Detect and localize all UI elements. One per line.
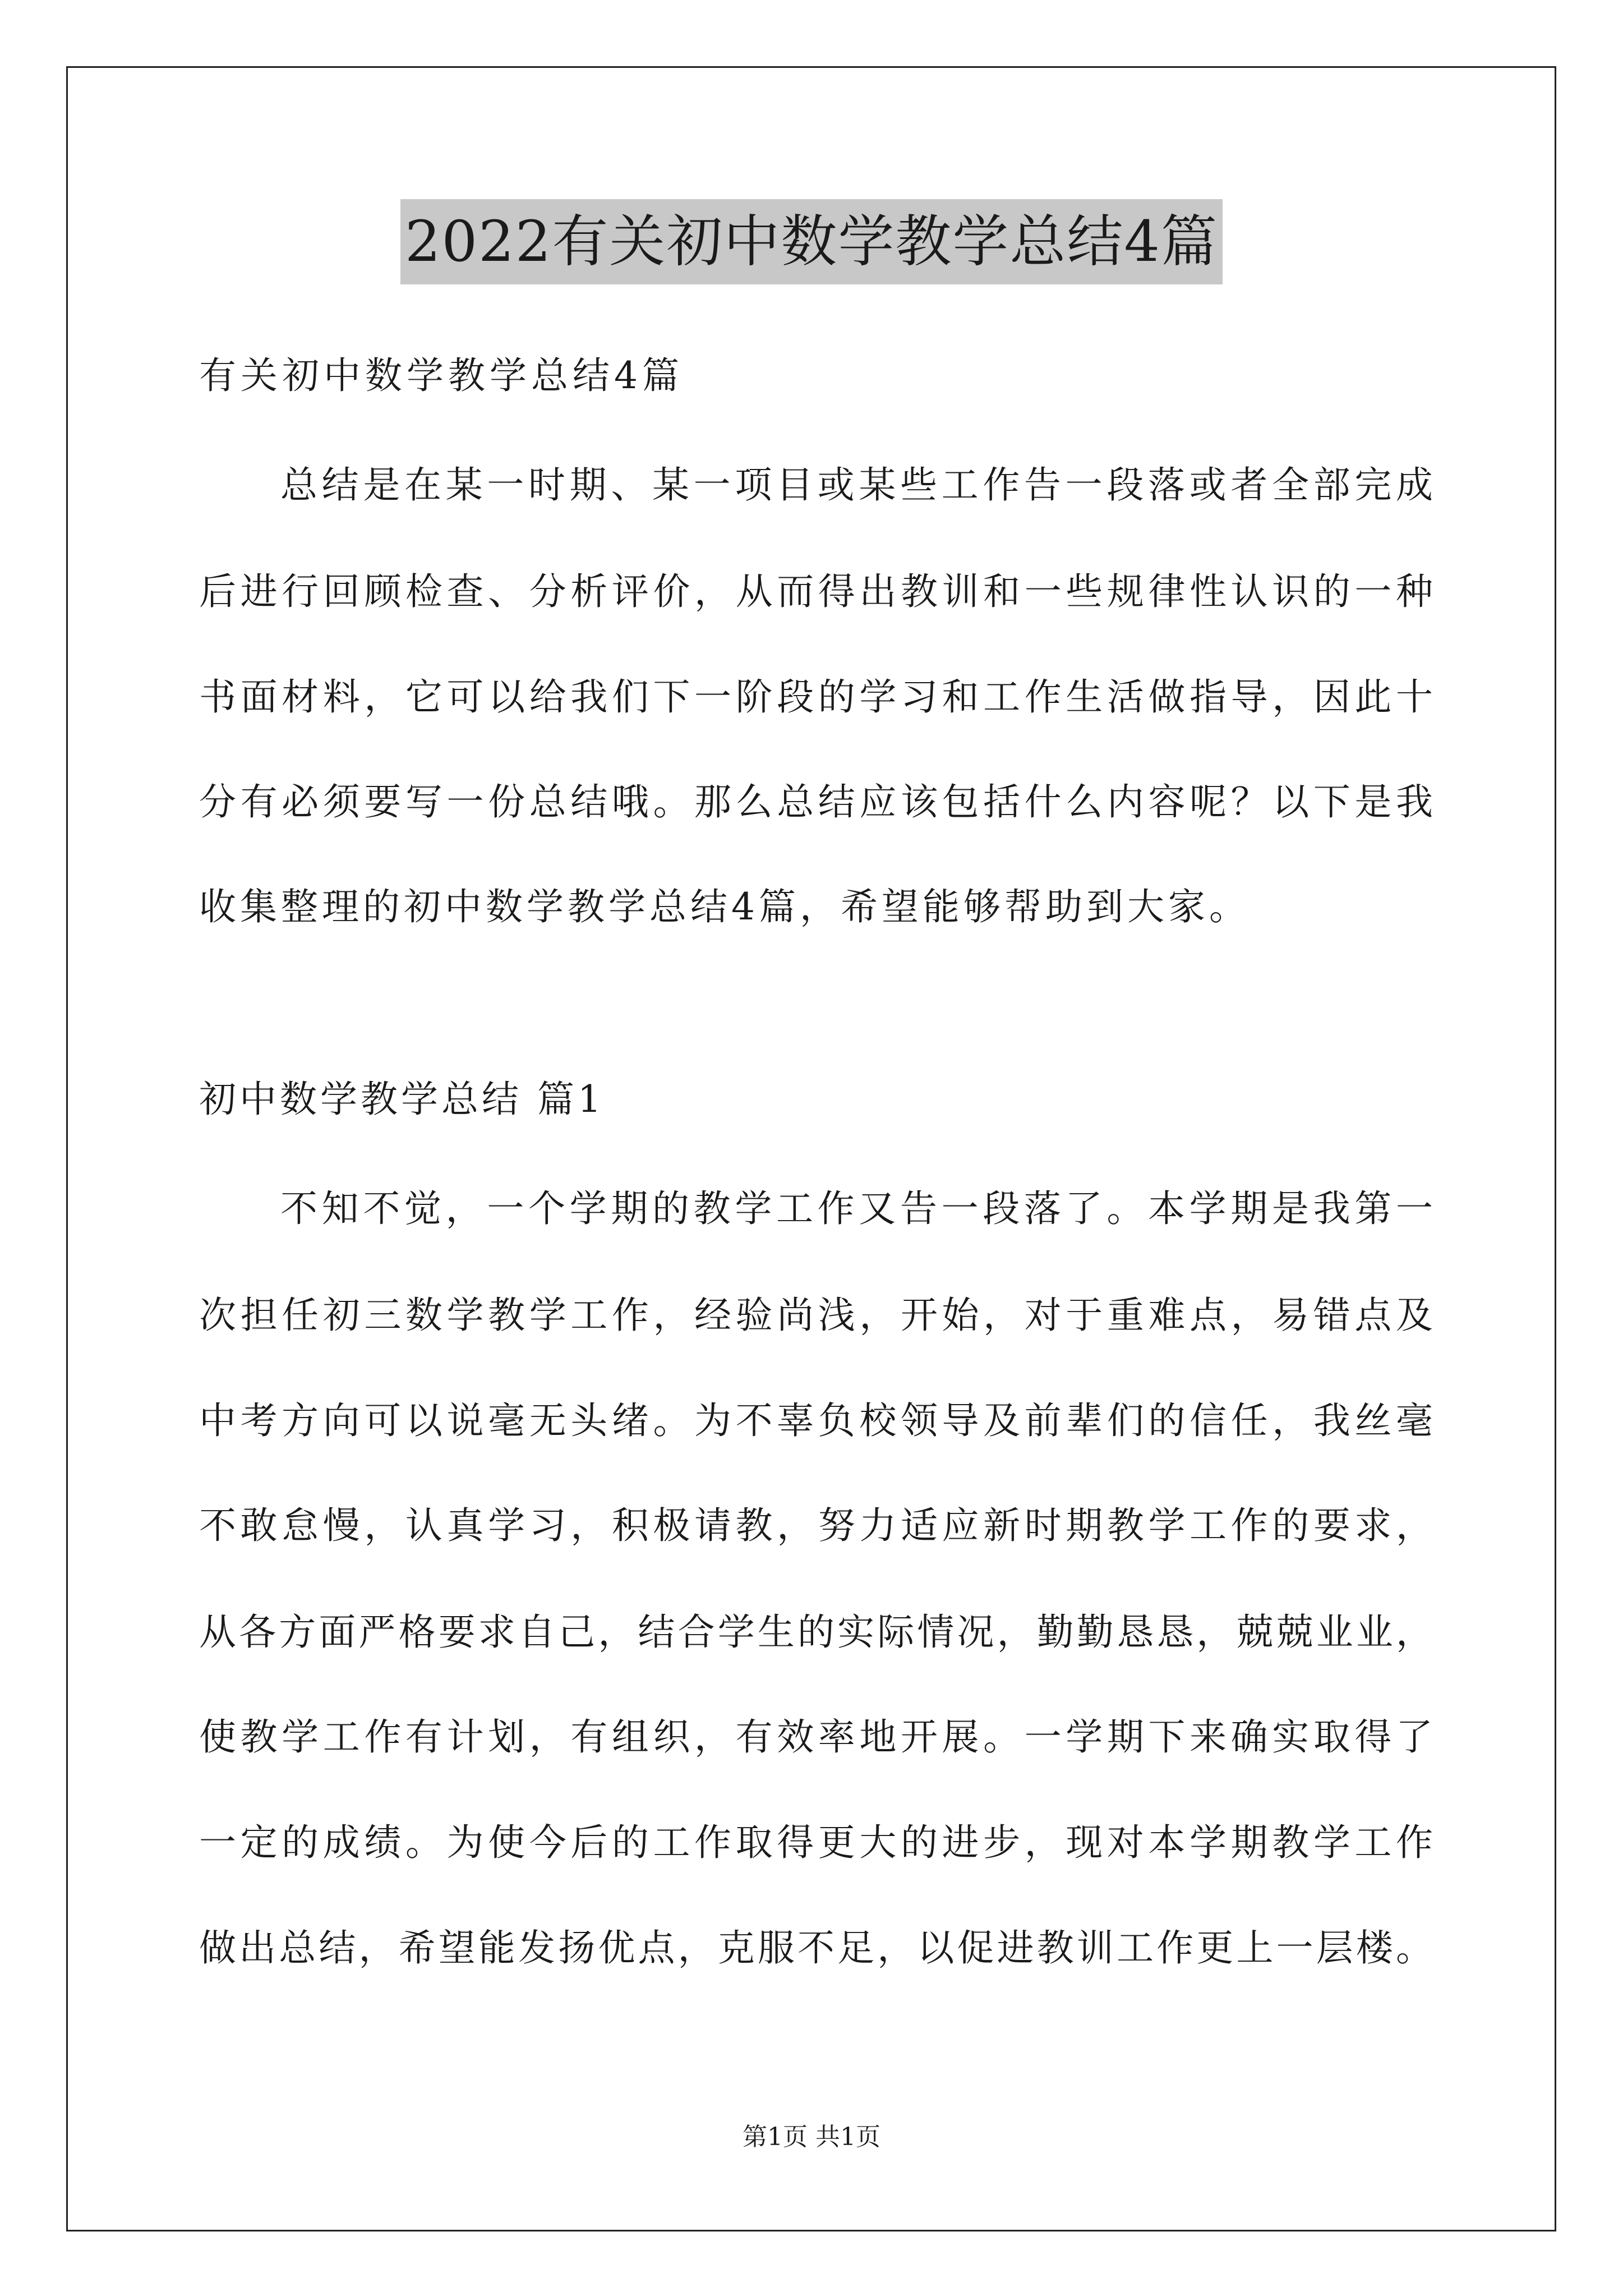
intro-line: 收集整理的初中数学教学总结4篇，希望能够帮助到大家。 xyxy=(199,885,1250,928)
body-line: 一定的成绩。为使今后的工作取得更大的进步，现对本学期教学工作 xyxy=(199,1821,1433,1864)
body-line: 使教学工作有计划，有组织，有效率地开展。一学期下来确实取得了 xyxy=(199,1715,1433,1759)
page-footer: 第1页 共1页 xyxy=(743,2123,880,2151)
body-line: 从各方面严格要求自己，结合学生的实际情况，勤勤恳恳，兢兢业业， xyxy=(199,1611,1433,1654)
title-container xyxy=(0,199,1623,284)
section-heading: 初中数学教学总结 篇1 xyxy=(199,1078,605,1121)
body-line: 不知不觉，一个学期的教学工作又告一段落了。本学期是我第一 xyxy=(280,1187,1433,1230)
intro-line: 总结是在某一时期、某一项目或某些工作告一段落或者全部完成 xyxy=(280,463,1433,507)
body-line: 做出总结，希望能发扬优点，克服不足，以促进教训工作更上一层楼。 xyxy=(199,1926,1433,1970)
body-line: 不敢怠慢，认真学习，积极请教，努力适应新时期教学工作的要求， xyxy=(199,1504,1433,1547)
intro-line: 分有必须要写一份总结哦。那么总结应该包括什么内容呢？以下是我 xyxy=(199,780,1433,823)
body-line: 次担任初三数学教学工作，经验尚浅，开始，对于重难点，易错点及 xyxy=(199,1294,1433,1337)
document-subtitle: 有关初中数学教学总结4篇 xyxy=(199,354,684,397)
intro-line: 后进行回顾检查、分析评价，从而得出教训和一些规律性认识的一种 xyxy=(199,570,1433,613)
body-line: 中考方向可以说毫无头绪。为不辜负校领导及前辈们的信任，我丝毫 xyxy=(199,1399,1433,1442)
document-title: 2022有关初中数学教学总结4篇 xyxy=(400,199,1223,284)
intro-line: 书面材料，它可以给我们下一阶段的学习和工作生活做指导，因此十 xyxy=(199,675,1433,719)
